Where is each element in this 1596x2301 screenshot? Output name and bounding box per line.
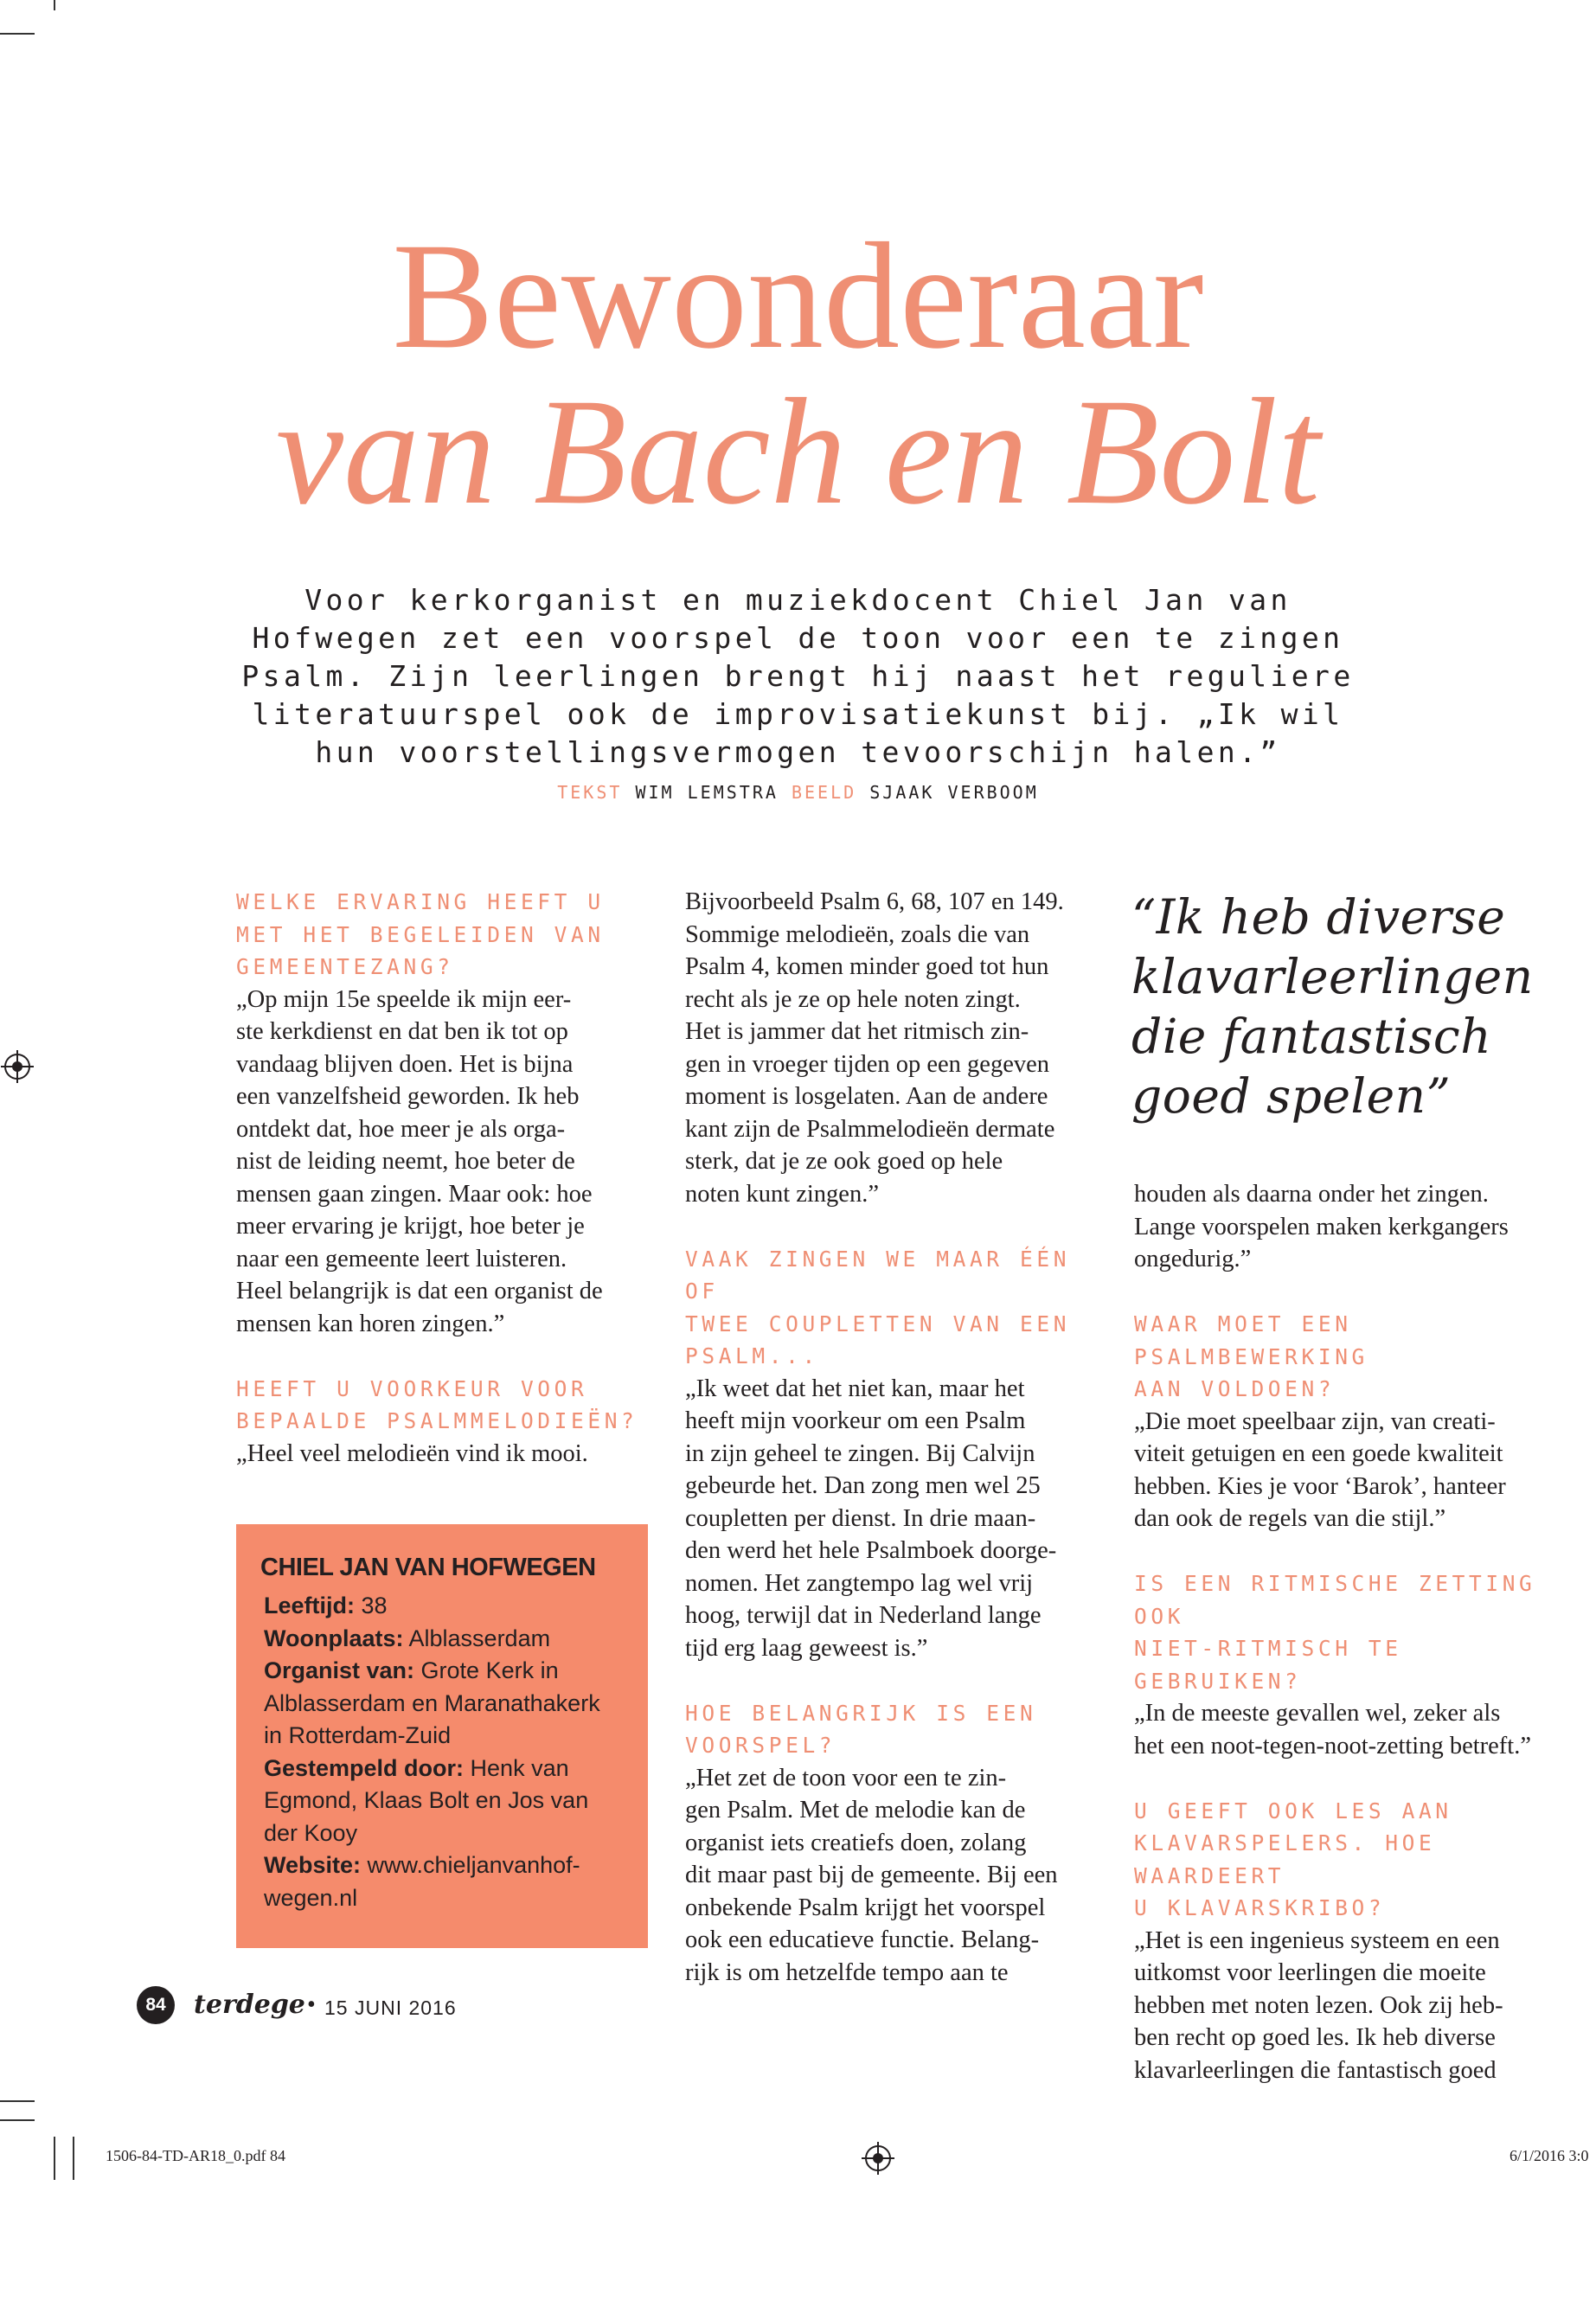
text-line: viteit getuigen en een goede kwaliteit [1134, 1440, 1503, 1467]
print-slug-file: 1506-84-TD-AR18_0.pdf 84 [106, 2147, 285, 2164]
text-line: „In de meeste gevallen wel, zeker als [1134, 1700, 1501, 1727]
text-line: NIET-RITMISCH TE GEBRUIKEN? [1134, 1636, 1402, 1694]
profile-home: Woonplaats: Alblasserdam [264, 1625, 551, 1651]
text-line: GEMEENTEZANG? [236, 954, 454, 979]
footer-separator: • [307, 1991, 316, 2018]
text-line: hebben. Kies je voor ‘Barok’, hanteer [1134, 1472, 1506, 1500]
text-line: VOORSPEL? [685, 1733, 836, 1758]
profile-box [236, 1524, 648, 1948]
text-line: klavarleerlingen die fantastisch goed [1134, 2056, 1497, 2084]
answer-paragraph [236, 1438, 643, 1471]
question-heading [1134, 1567, 1567, 1697]
text-line: mensen gaan zingen. Maar ook: hoe [236, 1180, 593, 1208]
answer-paragraph [1134, 1178, 1567, 1276]
text-line: WELKE ERVARING HEEFT U [236, 889, 605, 914]
text-line: sterk, dat je ze ook goed op hele [685, 1148, 1003, 1175]
text-line: nomen. Het zangtempo lag wel vrij [685, 1569, 1034, 1597]
question-heading [236, 1373, 643, 1438]
headline-line-1: Bewonderaar [392, 212, 1204, 381]
text-line: recht als je ze op hele noten zingt. [685, 985, 1021, 1013]
text-line: „Die moet speelbaar zijn, van creati- [1134, 1407, 1496, 1435]
text-line: die fantastisch [1131, 1009, 1492, 1064]
text-line: klavarleerlingen [1131, 949, 1534, 1004]
text-line: uitkomst voor leerlingen die moeite [1134, 1959, 1486, 1986]
text-line: Bijvoorbeeld Psalm 6, 68, 107 en 149. [685, 888, 1064, 915]
intro-lead: Voor kerkorganist en muziekdocent Chiel Jan van Hofwegen zet een voorspel de toon voor een te zingen Psalm. Zijn leerlingen brengt hij naast het reguliere literatuurspel ook de improvisatiekunst bij. „Ik wil hun voorstellingsvermogen tevoorschijn halen.” [241, 583, 1355, 769]
text-line: gen Psalm. Met de melodie kan de [685, 1797, 1026, 1823]
text-line: ontdekt dat, hoe meer je als orga- [236, 1115, 566, 1143]
text-line: “Ik heb diverse [1131, 889, 1506, 945]
profile-website-cont: wegen.nl [264, 1884, 358, 1911]
text-line: rijk is om hetzelfde tempo aan te [685, 1958, 1009, 1986]
column-2 [685, 886, 1092, 1989]
text-line: den werd het hele Psalmboek doorge- [685, 1537, 1057, 1564]
text-line: TWEE COUPLETTEN VAN EEN [685, 1311, 1071, 1336]
text-line: ben recht op goed les. Ik heb diverse [1134, 2024, 1496, 2051]
profile-age: Leeftijd: 38 [264, 1593, 388, 1618]
text-line: ook een educatieve functie. Belang- [685, 1926, 1040, 1953]
text-line: dit maar past bij de gemeente. Bij een [685, 1862, 1058, 1888]
text-line: ongedurig.” [1134, 1246, 1252, 1272]
text-line: Heel belangrijk is dat een organist de [236, 1278, 603, 1304]
answer-paragraph [236, 984, 643, 1341]
text-line: Lange voorspelen maken kerkgangers [1134, 1213, 1509, 1240]
text-line: coupletten per dienst. In drie maan- [685, 1504, 1036, 1532]
answer-paragraph [685, 886, 1092, 1210]
byline-photo-name: SJAAK VERBOOM [869, 782, 1039, 803]
text-line: nist de leiding neemt, hoe beter de [236, 1148, 575, 1175]
text-line: BEPAALDE PSALMMELODIEËN? [236, 1408, 638, 1433]
question-heading [685, 1697, 1092, 1762]
issue-date: 15 JUNI 2016 [324, 1997, 457, 2019]
text-line: HOE BELANGRIJK IS EEN [685, 1700, 1037, 1726]
text-line: PSALM... [685, 1343, 819, 1368]
text-line: „Het is een ingenieus systeem en een [1134, 1926, 1500, 1954]
crop-mark [0, 2100, 35, 2102]
crop-mark [0, 2119, 35, 2121]
text-line: mensen kan horen zingen.” [236, 1310, 505, 1337]
text-line: MET HET BEGELEIDEN VAN [236, 921, 605, 947]
text-line: „Het zet de toon voor een te zin- [685, 1764, 1007, 1791]
text-line: WAAR MOET EEN PSALMBEWERKING [1134, 1311, 1368, 1369]
crop-mark [54, 2137, 55, 2180]
profile-organist: Organist van: Grote Kerk in [264, 1657, 559, 1683]
text-line: „Op mijn 15e speelde ik mijn eer- [236, 985, 572, 1013]
profile-organist-cont: Alblasserdam en Maranathakerk [264, 1689, 600, 1716]
question-heading [685, 1243, 1092, 1373]
column-3 [1134, 1178, 1567, 2086]
text-line: Het is jammer dat het ritmisch zin- [685, 1018, 1029, 1045]
text-line: U KLAVARSKRIBO? [1134, 1895, 1386, 1920]
text-line: tijd erg laag geweest is.” [685, 1634, 928, 1662]
print-slug-date: 6/1/2016 3:0 [1509, 2147, 1589, 2164]
text-line: kant zijn de Psalmmelodieën dermate [685, 1115, 1055, 1143]
text-line: HEEFT U VOORKEUR VOOR [236, 1375, 588, 1401]
text-line: „Heel veel melodieën vind ik mooi. [236, 1439, 588, 1467]
text-line: vandaag blijven doen. Het is bijna [236, 1050, 574, 1078]
text-line: „Ik weet dat het niet kan, maar het [685, 1375, 1025, 1402]
crop-mark [73, 2137, 74, 2180]
text-line: AAN VOLDOEN? [1134, 1376, 1336, 1401]
crop-mark [54, 0, 55, 10]
column-1 [236, 886, 643, 1470]
byline-text-label: TEKST [557, 782, 623, 803]
answer-paragraph [685, 1373, 1092, 1665]
answer-paragraph [685, 1762, 1092, 1990]
text-line: noten kunt zingen.” [685, 1180, 879, 1208]
answer-paragraph [1134, 1697, 1567, 1762]
text-line: ste kerkdienst en dat ben ik tot op [236, 1018, 568, 1045]
text-line: U GEEFT OOK LES AAN [1134, 1798, 1452, 1823]
headline-line-2: van Bach en Bolt [275, 368, 1321, 536]
profile-website: Website: www.chieljanvanhof- [264, 1852, 580, 1878]
profile-stamped: Gestempeld door: Henk van [264, 1754, 569, 1781]
profile-box-title: CHIEL JAN VAN HOFWEGEN [260, 1554, 596, 1581]
byline-photo-label: BEELD [791, 782, 857, 803]
byline [0, 782, 1596, 803]
text-line: goed spelen” [1131, 1068, 1452, 1124]
text-line: het een noot-tegen-noot-zetting betreft.” [1134, 1732, 1531, 1759]
question-heading [236, 886, 643, 984]
text-line: meer ervaring je krijgt, hoe beter je [236, 1213, 585, 1240]
question-heading [1134, 1795, 1567, 1925]
text-line: hoog, terwijl dat in Nederland lange [685, 1602, 1042, 1629]
text-line: heeft mijn voorkeur om een Psalm [685, 1407, 1026, 1434]
profile-stamped-cont: Egmond, Klaas Bolt en Jos van [264, 1787, 589, 1813]
answer-paragraph [1134, 1406, 1567, 1535]
profile-stamped-cont: der Kooy [264, 1819, 358, 1846]
text-line: onbekende Psalm krijgt het voorspel [685, 1894, 1046, 1921]
text-line: Sommige melodieën, zoals die van [685, 920, 1030, 948]
registration-mark-icon [865, 2145, 891, 2171]
page-number: 84 [137, 1986, 175, 2024]
magazine-logo: terdege [194, 1990, 305, 2020]
text-line: IS EEN RITMISCHE ZETTING OOK [1134, 1571, 1536, 1629]
text-line: in zijn geheel te zingen. Bij Calvijn [685, 1439, 1035, 1467]
text-line: gen in vroeger tijden op een gegeven [685, 1050, 1050, 1078]
text-line: Psalm 4, komen minder goed tot hun [685, 953, 1049, 980]
byline-text-name: WIM LEMSTRA [635, 782, 779, 803]
text-line: naar een gemeente leert luisteren. [236, 1245, 567, 1272]
pull-quote [1131, 888, 1534, 1126]
text-line: moment is losgelaten. Aan de andere [685, 1083, 1048, 1110]
text-line: KLAVARSPELERS. HOE WAARDEERT [1134, 1830, 1436, 1888]
text-line: gebeurde het. Dan zong men wel 25 [685, 1472, 1041, 1499]
text-line: hebben met noten lezen. Ook zij heb- [1134, 1991, 1503, 2019]
crop-mark [0, 33, 35, 35]
question-heading [1134, 1308, 1567, 1406]
text-line: organist iets creatiefs doen, zolang [685, 1829, 1027, 1856]
text-line: dan ook de regels van die stijl.” [1134, 1505, 1446, 1532]
answer-paragraph [1134, 1925, 1567, 2087]
registration-mark-icon [4, 1054, 30, 1080]
text-line: een vanzelfsheid geworden. Ik heb [236, 1083, 580, 1110]
text-line: houden als daarna onder het zingen. [1134, 1181, 1489, 1208]
text-line: VAAK ZINGEN WE MAAR ÉÉN OF [685, 1246, 1071, 1304]
profile-organist-cont: in Rotterdam-Zuid [264, 1722, 452, 1748]
